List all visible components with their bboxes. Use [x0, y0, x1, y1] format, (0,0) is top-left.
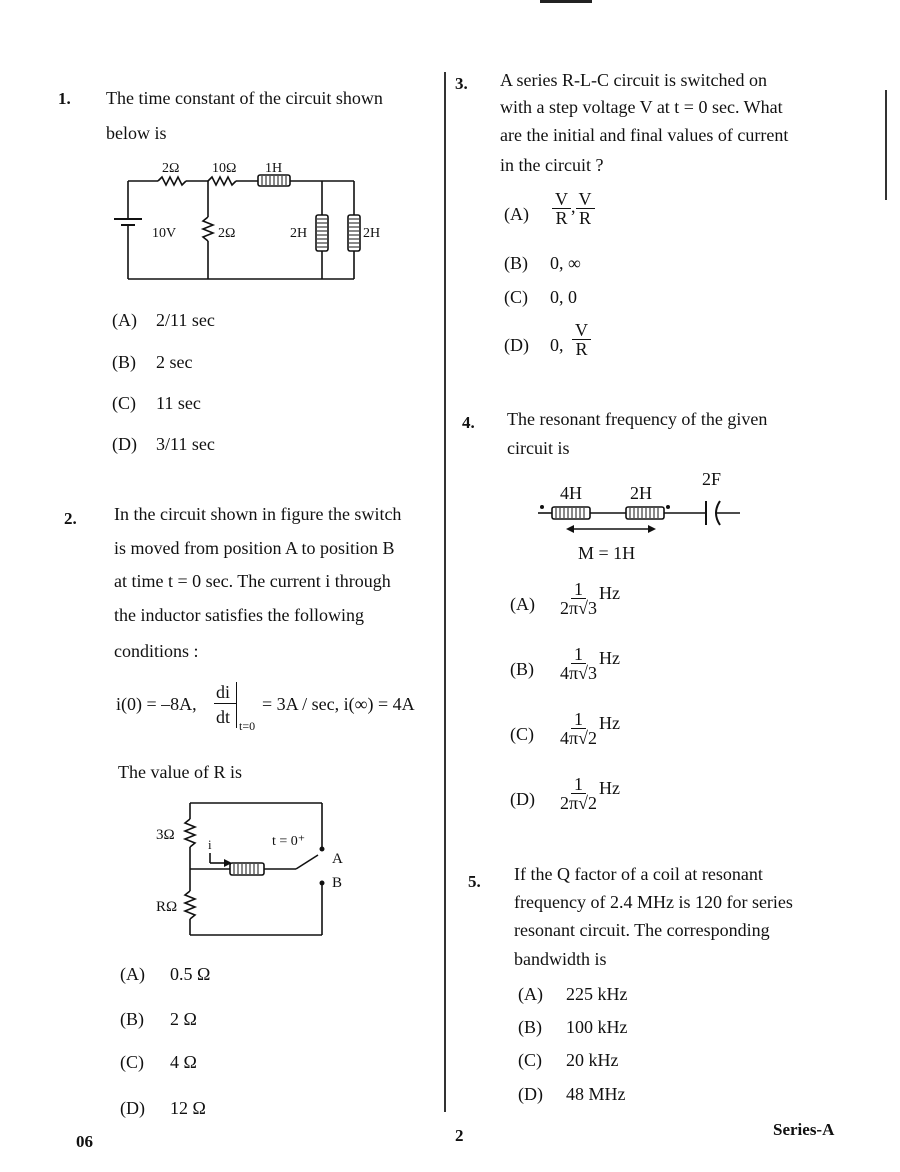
q4-label-l1: 4H	[560, 483, 582, 503]
q4-label-m: M = 1H	[578, 543, 636, 563]
q1-label-r3: 2Ω	[218, 226, 236, 241]
q4-option-a-den: 2π√3	[560, 598, 597, 618]
q3-option-a-num2: V	[576, 190, 595, 209]
q4-number: 4.	[462, 413, 475, 432]
q1-line2: below is	[106, 123, 167, 143]
q4-option-b-unit: Hz	[598, 647, 620, 668]
q2-option-b-label: (B)	[120, 1009, 144, 1029]
q2-line1: In the circuit shown in figure the switch	[114, 504, 402, 524]
q3-option-b-label: (B)	[504, 253, 528, 273]
q3-option-a-den1: R	[555, 208, 568, 228]
q2-number: 2.	[64, 509, 77, 528]
q2-label-r1: 3Ω	[156, 827, 175, 843]
q4-option-d-frac	[558, 775, 599, 812]
q4-option-a	[558, 580, 620, 617]
q4-option-c-unit: Hz	[598, 712, 620, 733]
column-divider	[444, 72, 446, 1112]
q4-option-a-frac	[558, 580, 599, 617]
q2-option-b: 2 Ω	[170, 1009, 197, 1029]
q4-option-b-frac	[558, 645, 599, 682]
q2-value-line: The value of R is	[118, 762, 242, 782]
q2-option-a-label: (A)	[120, 964, 145, 984]
q1-label-source: 10V	[152, 226, 177, 241]
right-edge-mark	[885, 90, 887, 200]
q2-cond-sub: t=0	[239, 719, 256, 733]
q2-cond-den: dt	[216, 707, 231, 727]
q1-label-r1: 2Ω	[162, 161, 180, 176]
q4-option-d-den: 2π√2	[560, 793, 597, 813]
q1-option-c: 11 sec	[156, 393, 201, 413]
q3-option-a-num1: V	[552, 190, 571, 209]
q3-option-a: $\frac{V}{R}$ , $\frac{V}{R}$	[552, 190, 595, 227]
q2-option-c: 4 Ω	[170, 1052, 197, 1072]
q2-option-c-label: (C)	[120, 1052, 144, 1072]
q4-option-c	[558, 710, 620, 747]
q1-option-a-label: (A)	[112, 310, 137, 330]
q3-option-a-frac2	[576, 190, 595, 227]
q2-label-r2: RΩ	[156, 899, 178, 915]
q5-line2: frequency of 2.4 MHz is 120 for series	[514, 892, 793, 912]
q3-number: 3.	[455, 74, 468, 93]
q2-cond-right: = 3A / sec, i(∞) = 4A	[262, 694, 415, 714]
q1-option-d-label: (D)	[112, 434, 137, 454]
q2-option-d-label: (D)	[120, 1098, 145, 1118]
q5-option-b: 100 kHz	[566, 1017, 628, 1037]
q5-number: 5.	[468, 872, 481, 891]
q2-label-a: A	[332, 851, 343, 867]
series-label: Series-A	[773, 1120, 835, 1139]
q2-cond-eval-bar	[236, 682, 237, 728]
q3-option-d-den: R	[575, 339, 588, 359]
q3-line4: in the circuit ?	[500, 155, 604, 175]
q5-line4: bandwidth is	[514, 949, 607, 969]
q4-option-b	[558, 645, 620, 682]
q2-line4: the inductor satisfies the following	[114, 605, 364, 625]
q4-option-a-label: (A)	[510, 594, 535, 614]
q2-cond-left: i(0) = –8A,	[116, 694, 197, 714]
q1-label-l1: 1H	[265, 161, 283, 176]
q1-number: 1.	[58, 89, 71, 108]
q1-option-d: 3/11 sec	[156, 434, 215, 454]
q3-option-d	[572, 321, 591, 358]
q3-line3: are the initial and final values of current	[500, 125, 789, 145]
footer-code: 06	[76, 1132, 93, 1151]
q3-option-d-prefix: 0,	[550, 335, 564, 355]
q2-circuit-diagram	[150, 795, 370, 945]
q3-option-d-label: (D)	[504, 335, 529, 355]
q3-option-d-num: V	[572, 321, 591, 340]
q2-cond-num: di	[216, 682, 231, 702]
q4-option-d-label: (D)	[510, 789, 535, 809]
q2-line3: at time t = 0 sec. The current i through	[114, 571, 391, 591]
q4-label-l2: 2H	[630, 483, 652, 503]
q3-option-c: 0, 0	[550, 287, 577, 307]
q4-option-d	[558, 775, 620, 812]
q3-option-d-frac	[572, 321, 591, 358]
q4-option-c-den: 4π√2	[560, 728, 597, 748]
q1-option-b-label: (B)	[112, 352, 136, 372]
q5-option-b-label: (B)	[518, 1017, 542, 1037]
q1-circuit-diagram	[100, 155, 400, 290]
q1-option-b: 2 sec	[156, 352, 193, 372]
q5-option-a: 225 kHz	[566, 984, 628, 1004]
q4-option-a-unit: Hz	[598, 582, 620, 603]
q2-line2: is moved from position A to position B	[114, 538, 395, 558]
q3-line2: with a step voltage V at t = 0 sec. What	[500, 97, 783, 117]
q3-option-c-label: (C)	[504, 287, 528, 307]
q2-label-i: i	[208, 837, 212, 852]
q3-line1: A series R-L-C circuit is switched on	[500, 70, 767, 90]
q4-option-c-num: 1	[571, 710, 586, 729]
q4-option-c-frac	[558, 710, 599, 747]
q4-line2: circuit is	[507, 438, 570, 458]
q4-line1: The resonant frequency of the given	[507, 409, 768, 429]
q4-option-b-num: 1	[571, 645, 586, 664]
q1-label-l3: 2H	[363, 226, 381, 241]
q1-line1: The time constant of the circuit shown	[106, 88, 383, 108]
q4-option-b-label: (B)	[510, 659, 534, 679]
q4-label-c: 2F	[702, 469, 722, 489]
q1-label-l2: 2H	[290, 226, 308, 241]
q2-line5: conditions :	[114, 641, 199, 661]
q2-option-d: 12 Ω	[170, 1098, 206, 1118]
q5-option-a-label: (A)	[518, 984, 543, 1004]
q2-option-a: 0.5 Ω	[170, 964, 211, 984]
q2-label-switch: t = 0⁺	[272, 834, 306, 849]
q5-option-d: 48 MHz	[566, 1084, 626, 1104]
q1-option-a: 2/11 sec	[156, 310, 215, 330]
q4-circuit-diagram	[530, 465, 760, 570]
q1-option-c-label: (C)	[112, 393, 136, 413]
q5-line1: If the Q factor of a coil at resonant	[514, 864, 763, 884]
q4-option-c-label: (C)	[510, 724, 534, 744]
q4-option-d-num: 1	[571, 775, 586, 794]
q5-option-c: 20 kHz	[566, 1050, 619, 1070]
page-number: 2	[455, 1126, 464, 1145]
q1-label-r2: 10Ω	[212, 161, 237, 176]
q3-option-a-frac1	[552, 190, 571, 227]
q4-option-b-den: 4π√3	[560, 663, 597, 683]
q4-option-a-num: 1	[571, 580, 586, 599]
q3-option-b: 0, ∞	[550, 253, 581, 273]
q2-cond-fraction-bar	[214, 703, 236, 704]
q4-option-d-unit: Hz	[598, 777, 620, 798]
q3-option-a-label: (A)	[504, 204, 529, 224]
q3-option-a-den2: R	[578, 208, 591, 228]
q5-line3: resonant circuit. The corresponding	[514, 920, 770, 940]
q5-option-c-label: (C)	[518, 1050, 542, 1070]
q5-option-d-label: (D)	[518, 1084, 543, 1104]
top-mark	[540, 0, 592, 3]
q2-label-b: B	[332, 875, 343, 891]
